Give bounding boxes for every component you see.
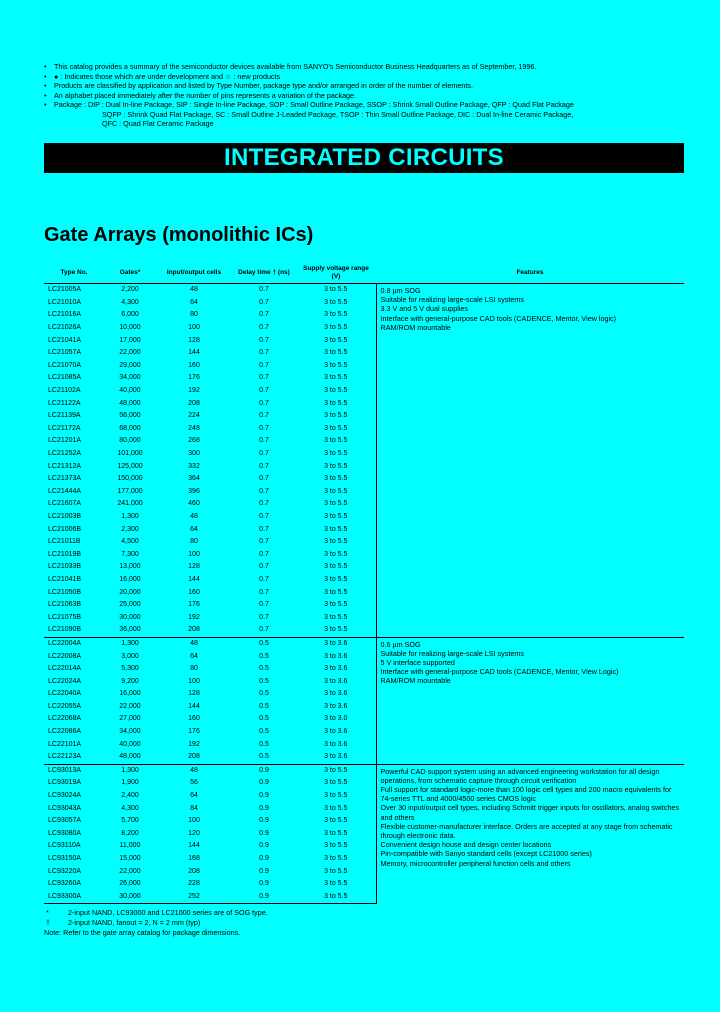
feature-line: Interface with general-purpose CAD tools (CADENCE, Mentor, View logic) [380,313,617,323]
supply-voltage: 3 to 5.5 [324,374,348,382]
type-no: LC21139A [48,412,81,420]
type-no: LC21011B [48,538,81,546]
gates: 68,000 [119,424,141,432]
delay-time: 0.7 [259,512,269,520]
supply-voltage: 3 to 3.6 [324,665,348,673]
type-no: LC22004A [44,637,104,650]
gates: 4,300 [121,804,139,812]
delay-time: 0.7 [259,387,269,395]
type-no: LC22040A [48,690,82,698]
type-no: LC21033B [48,563,82,571]
section-banner: INTEGRATED CIRCUITS [44,143,684,173]
io-cells: 192 [188,740,200,748]
supply-voltage: 3 to 5.5 [324,324,348,332]
gates: 40,000 [119,387,141,395]
gates: 25,000 [119,601,141,609]
note-line: • ● : Indicates those which are under development and ☆ : new products [44,71,281,81]
delay-time: 0.9 [232,891,296,904]
feature-line: RAM/ROM mountable [380,676,451,686]
feature-line: Interface with general-purpose CAD tools (CADENCE, Mentor, View Logic) [380,667,619,677]
bullet: • [44,71,47,81]
delay-time: 0.7 [259,336,269,344]
io-cells: 208 [188,626,200,634]
supply-voltage: 3 to 5.5 [324,399,348,407]
gates: 9,200 [121,677,139,685]
supply-voltage: 3 to 5.5 [324,412,348,420]
gates: 150,000 [117,475,143,483]
type-no: LC93024A [48,792,82,800]
type-no: LC21050B [48,588,82,596]
type-no: LC21090B [48,626,82,634]
type-no: LC21312A [48,462,82,470]
col-io: Input/output cells [156,262,232,284]
gates: 20,000 [119,588,141,596]
type-no: LC21201A [48,437,82,445]
type-no: LC21063B [48,601,82,609]
supply-voltage: 3 to 5.5 [324,817,348,825]
type-no: LC21102A [48,387,81,395]
delay-time: 0.7 [259,550,269,558]
delay-time: 0.7 [259,374,269,382]
feature-line: 0.8 µm SOG [380,286,421,295]
footnote: † 2-input NAND, fanout = 2, N = 2 mm (typ) [46,918,201,927]
type-no: LC21057A [48,349,82,357]
supply-voltage: 3 to 5.5 [324,475,348,483]
feature-line: Suitable for realizing large-scale LSI systems [380,295,524,305]
gates: 2,200 [121,286,139,294]
bullet: • [44,100,47,109]
delay-time: 0.7 [259,575,269,583]
io-cells: 208 [188,753,200,761]
delay-time: 0.5 [259,690,269,698]
gates: 29,000 [119,361,141,369]
gates: 27,000 [119,715,141,723]
type-no: LC21041B [48,575,82,583]
type-no: LC93300A [44,891,104,904]
gates: 34,000 [119,728,141,736]
gates: 4,500 [121,538,139,546]
footnote-note: Note: Refer to the gate array catalog for package dimensions. [44,928,241,937]
type-no: LC21005A [48,286,82,294]
footnote: * 2-input NAND, LC93000 and LC21000 series are of SOG type. [46,908,268,917]
delay-time: 0.5 [259,740,269,748]
supply-voltage: 3 to 5.5 [324,804,348,812]
gates: 22,000 [119,349,141,357]
gates: 26,000 [119,880,141,888]
type-no: LC22024A [48,677,82,685]
supply-voltage: 3 to 5.5 [324,462,348,470]
io-cells: 64 [190,792,198,800]
gates: 7,300 [121,550,139,558]
type-no: LC93220A [48,867,82,875]
io-cells: 208 [188,867,200,875]
gates: 80,000 [119,437,141,445]
type-no: LC21075B [48,613,82,621]
io-cells: 80 [190,538,198,546]
supply-voltage: 3 to 3.0 [324,715,348,723]
type-no: LC22101A [48,740,82,748]
type-no: LC93260A [48,880,82,888]
io-cells: 100 [188,677,200,685]
feature-line: Over 30 input/output cell types, including Schmitt trigger inputs for oscillators, analog switches and others [380,803,679,822]
type-no: LC21172A [48,424,81,432]
delay-time: 0.7 [259,475,269,483]
supply-voltage: 3 to 5.5 [324,792,348,800]
delay-time: 0.7 [259,361,269,369]
type-no: LC22068A [48,715,82,723]
delay-time: 0.7 [259,437,269,445]
gates: 48,000 [119,753,141,761]
gates: 1,900 [121,779,139,787]
supply-voltage: 3 to 5.5 [324,563,348,571]
delay-time: 0.7 [259,462,269,470]
delay-time: 0.7 [259,613,269,621]
table-row [44,284,684,297]
gates: 2,400 [121,792,139,800]
supply-voltage: 3 to 5.5 [324,336,348,344]
gates: 16,000 [119,575,141,583]
supply-voltage: 3 to 5.5 [324,538,348,546]
io-cells: 48 [156,764,232,777]
type-no: LC93057A [48,817,82,825]
io-cells: 252 [156,891,232,904]
io-cells: 64 [190,525,198,533]
delay-time: 0.7 [259,399,269,407]
feature-line: 0.6 µm SOG [380,639,421,649]
feature-line: RAM/ROM mountable [380,322,451,332]
gates: 17,000 [119,336,141,344]
io-cells: 144 [188,702,200,710]
type-no: LC93080A [48,829,82,837]
gates: 30,000 [119,613,141,621]
io-cells: 56 [190,779,198,787]
io-cells: 80 [190,665,198,673]
supply-voltage: 3 to 3.6 [324,652,348,660]
supply-voltage: 3 to 5.5 [296,764,376,777]
type-no: LC21019B [48,550,82,558]
gates: 177,000 [117,487,143,495]
features-cell [376,284,684,638]
io-cells: 364 [188,475,200,483]
io-cells: 160 [188,715,200,723]
note-line: • This catalog provides a summary of the semiconductor devices available from SANYO's Semiconductor Business Headquarters as of September, 1996. [44,62,537,71]
gates: 48,000 [119,399,141,407]
feature-line: Memory, microcontroller peripheral function cells and others [380,858,571,868]
gates: 3,000 [121,652,139,660]
delay-time: 0.7 [259,500,269,508]
io-cells: 48 [156,637,232,650]
gates: 56,000 [119,412,141,420]
gates: 22,000 [119,867,141,875]
type-no: LC21373A [48,475,82,483]
delay-time: 0.9 [259,867,269,875]
supply-voltage: 3 to 5.5 [324,626,348,634]
col-type: Type No. [44,262,104,284]
features-cell [376,764,684,904]
type-no: LC21026A [48,324,82,332]
io-cells: 168 [188,855,200,863]
delay-time: 0.9 [259,779,269,787]
type-no: LC21607A [48,500,82,508]
io-cells: 64 [190,298,198,306]
bullet: • [44,62,47,71]
supply-voltage: 3 to 5.5 [324,349,348,357]
table-body [44,284,684,904]
delay-time: 0.7 [259,349,269,357]
delay-time: 0.9 [232,764,296,777]
delay-time: 0.9 [259,829,269,837]
delay-time: 0.5 [259,728,269,736]
delay-time: 0.5 [259,702,269,710]
bullet: • [44,81,47,90]
table-row [44,764,684,777]
delay-time: 0.7 [259,588,269,596]
delay-time: 0.7 [259,324,269,332]
supply-voltage: 3 to 5.5 [324,779,348,787]
feature-line: 5 V interface supported [380,658,455,668]
io-cells: 228 [188,880,200,888]
delay-time: 0.5 [259,753,269,761]
type-no: LC21010A [48,298,82,306]
gates: 4,300 [121,298,139,306]
type-no: LC22123A [48,753,82,761]
io-cells: 84 [190,804,198,812]
supply-voltage: 3 to 5.5 [324,550,348,558]
delay-time: 0.9 [259,817,269,825]
supply-voltage: 3 to 5.5 [324,298,348,306]
type-no: LC93019A [48,779,82,787]
io-cells: 176 [188,374,200,382]
gates: 40,000 [119,740,141,748]
gates: 22,000 [119,702,141,710]
delay-time: 0.7 [259,311,269,319]
footnotes [44,908,268,938]
gates: 16,000 [119,690,141,698]
gates: 6,000 [121,311,139,319]
io-cells: 224 [188,412,200,420]
delay-time: 0.9 [259,792,269,800]
supply-voltage: 3 to 5.5 [324,880,348,888]
io-cells: 128 [188,336,200,344]
io-cells: 48 [190,512,198,520]
feature-line: Suitable for realizing large-scale LSI systems [380,648,524,658]
supply-voltage: 3 to 5.5 [324,361,348,369]
delay-time: 0.7 [259,563,269,571]
io-cells: 144 [188,575,200,583]
io-cells: 144 [188,842,200,850]
type-no: LC93013A [44,764,104,777]
delay-time: 0.7 [259,286,269,294]
col-features: Features [376,262,684,284]
supply-voltage: 3 to 5.5 [324,387,348,395]
type-no: LC93150A [48,855,82,863]
supply-voltage: 3 to 3.6 [324,753,348,761]
io-cells: 160 [188,361,200,369]
supply-voltage: 3 to 5.5 [296,891,376,904]
io-cells: 208 [188,399,200,407]
supply-voltage: 3 to 3.6 [324,677,348,685]
page-title: Gate Arrays (monolithic ICs) [44,224,314,246]
io-cells: 192 [188,387,200,395]
io-cells: 128 [188,563,200,571]
io-cells: 128 [188,690,200,698]
gates: 101,000 [117,450,143,458]
io-cells: 268 [188,437,200,445]
delay-time: 0.5 [259,665,269,673]
bullet: • [44,90,47,100]
catalog-notes [44,62,684,129]
delay-time: 0.5 [259,677,269,685]
delay-time: 0.7 [259,601,269,609]
delay-time: 0.5 [232,637,296,650]
io-cells: 176 [188,601,200,609]
delay-time: 0.9 [259,804,269,812]
supply-voltage: 3 to 5.5 [324,450,348,458]
feature-line: Convenient design house and design center locations [380,840,552,850]
supply-voltage: 3 to 5.5 [324,500,348,508]
type-no: LC21122A [48,399,81,407]
type-no: LC22055A [48,702,82,710]
io-cells: 248 [188,424,200,432]
table-row [44,637,684,650]
supply-voltage: 3 to 5.5 [324,311,348,319]
feature-line: Powerful CAD support system using an advanced engineering workstation for all design operations, from schematic capture through circuit verification [380,766,660,785]
delay-time: 0.9 [259,855,269,863]
supply-voltage: 3 to 5.5 [324,512,348,520]
delay-time: 0.7 [259,487,269,495]
delay-time: 0.9 [259,880,269,888]
gates: 15,000 [119,855,141,863]
io-cells: 160 [188,588,200,596]
delay-time: 0.5 [259,652,269,660]
delay-time: 0.7 [259,424,269,432]
note-line: • Products are classified by application and listed by Type Number, package type and/or arranged in order of the number of elements. [44,81,473,90]
gates: 1,300 [104,637,156,650]
gates: 34,000 [119,374,141,382]
delay-time: 0.7 [259,538,269,546]
io-cells: 100 [188,324,200,332]
col-delay: Delay time † (ns) [232,262,296,284]
delay-time: 0.7 [259,626,269,634]
type-no: LC22008A [48,652,82,660]
supply-voltage: 3 to 5.5 [324,855,348,863]
type-no: LC93110A [48,842,81,850]
io-cells: 80 [190,311,198,319]
type-no: LC22086A [48,728,82,736]
supply-voltage: 3 to 3.6 [324,740,348,748]
supply-voltage: 3 to 5.5 [324,525,348,533]
gates: 2,300 [121,525,139,533]
io-cells: 176 [188,728,200,736]
supply-voltage: 3 to 5.5 [324,424,348,432]
supply-voltage: 3 to 5.5 [324,829,348,837]
io-cells: 64 [190,652,198,660]
gates: 36,000 [119,626,141,634]
delay-time: 0.7 [259,298,269,306]
features-cell [376,637,684,764]
table-header [44,262,684,284]
supply-voltage: 3 to 5.5 [324,575,348,583]
type-no: LC21041A [48,336,82,344]
gates: 10,000 [119,324,141,332]
supply-voltage: 3 to 5.5 [324,437,348,445]
io-cells: 460 [188,500,200,508]
gates: 30,000 [104,891,156,904]
delay-time: 0.7 [259,450,269,458]
supply-voltage: 3 to 5.5 [324,867,348,875]
io-cells: 144 [188,349,200,357]
gates: 5,700 [121,817,139,825]
io-cells: 100 [188,550,200,558]
feature-line: 3.3 V and 5 V dual supplies [380,304,469,314]
col-gates: Gates* [104,262,156,284]
gates: 8,200 [121,829,139,837]
gates: 241,000 [117,500,143,508]
type-no: LC21252A [48,450,82,458]
type-no: LC21444A [48,487,82,495]
gates: 125,000 [117,462,143,470]
io-cells: 100 [188,817,200,825]
io-cells: 192 [188,613,200,621]
gates: 11,000 [119,842,141,850]
io-cells: 332 [188,462,200,470]
supply-voltage: 3 to 3.6 [296,637,376,650]
type-no: LC22014A [48,665,82,673]
delay-time: 0.5 [259,715,269,723]
supply-voltage: 3 to 3.6 [324,728,348,736]
io-cells: 300 [188,450,200,458]
supply-voltage: 3 to 3.6 [324,702,348,710]
type-no: LC21085A [48,374,82,382]
io-cells: 396 [188,487,200,495]
type-no: LC21003B [48,512,82,520]
supply-voltage: 3 to 5.5 [324,286,348,294]
note-line-package: • Package : DIP : Dual In-line Package, SIP : Single In-line Package, SOP : Small Outline Package, SSOP : Shrink Small Outline Package, QFP : Quad Flat Package SQFP : Shrink Quad Flat Package, SC : Small Outline J-Leaded Package, TSOP : Thin Small Outline Package, DIC : Dual In-line Ceramic Package, QFC : Quad Flat Ceramic Package [44,100,574,128]
type-no: LC21070A [48,361,82,369]
gates: 1,300 [121,512,139,520]
type-no: LC93043A [48,804,82,812]
gates: 13,000 [119,563,141,571]
delay-time: 0.9 [259,842,269,850]
gate-array-table [44,262,684,904]
supply-voltage: 3 to 5.5 [324,588,348,596]
gates: 1,300 [104,764,156,777]
delay-time: 0.7 [259,525,269,533]
supply-voltage: 3 to 3.6 [324,690,348,698]
feature-line: Pin-compatible with Sanyo standard cells (except LC21000 series) [380,849,592,859]
supply-voltage: 3 to 5.5 [324,842,348,850]
io-cells: 48 [190,286,198,294]
feature-line: Full support for standard logic-more than 100 logic cell types and 200 macro equivalents for 74-series TTL and 4000/4500 series CMOS logic [380,784,672,804]
supply-voltage: 3 to 5.5 [324,613,348,621]
col-supply: Supply voltage range (V) [296,262,376,284]
supply-voltage: 3 to 5.5 [324,601,348,609]
gates: 5,300 [121,665,139,673]
type-no: LC21016A [48,311,82,319]
type-no: LC21006B [48,525,82,533]
delay-time: 0.7 [259,412,269,420]
supply-voltage: 3 to 5.5 [324,487,348,495]
feature-line: Flexible customer-manufacturer interface. Orders are accepted at any stage from schematic through electronic data. [380,821,673,840]
note-line: • An alphabet placed immediately after the number of pins represents a variation of the package. [44,90,357,100]
io-cells: 120 [188,829,200,837]
